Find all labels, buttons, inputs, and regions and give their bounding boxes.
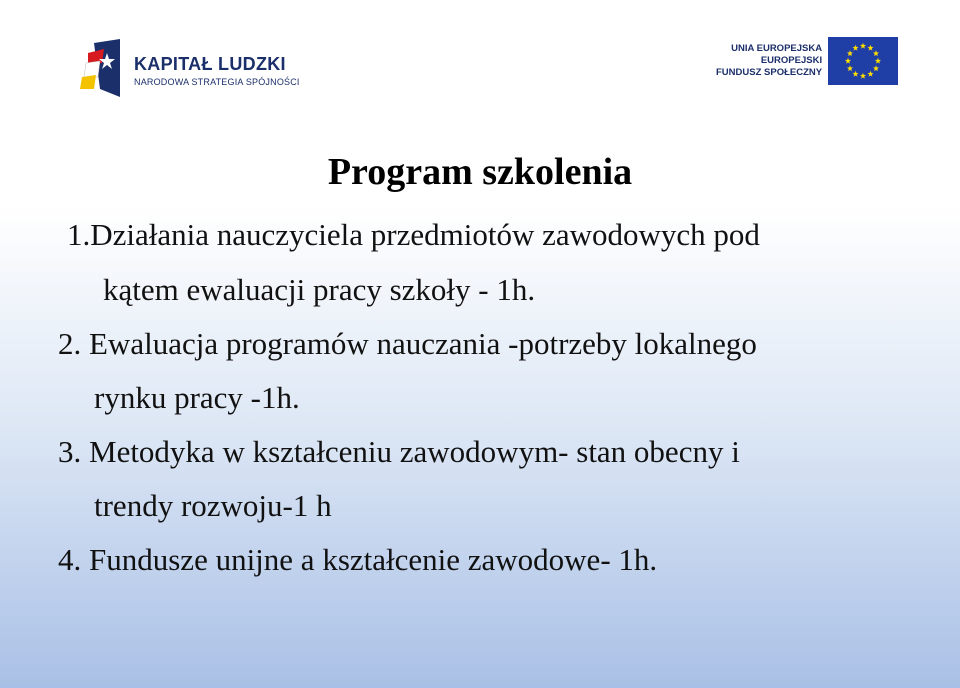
kapital-ludzki-emblem-icon (80, 39, 126, 101)
eu-line-2: EUROPEJSKI (760, 55, 823, 66)
eu-text (716, 43, 822, 79)
item-1-line-2: kątem ewaluacji pracy szkoły - 1h. (103, 272, 536, 307)
item-1-line-1: 1.Działania nauczyciela przedmiotów zawodowych pod (67, 217, 760, 252)
item-3-line-2: trendy rozwoju-1 h (94, 488, 332, 523)
item-3-line-1: 3. Metodyka w kształceniu zawodowym- stan obecny i (58, 434, 740, 469)
eu-line-3: FUNDUSZ SPOŁECZNY (716, 67, 823, 78)
kapital-ludzki-logo (50, 16, 305, 124)
page-title: Program szkolenia (327, 151, 633, 193)
kapital-ludzki-title: KAPITAŁ LUDZKI (134, 53, 286, 74)
item-2-line-1: 2. Ewaluacja programów nauczania -potrzeby lokalnego (58, 326, 757, 361)
eu-flag-icon (828, 37, 898, 85)
item-2-line-2: rynku pracy -1h. (94, 380, 300, 415)
item-4-line-1: 4. Fundusze unijne a kształcenie zawodowe- 1h. (58, 542, 658, 577)
kapital-ludzki-subtitle: NARODOWA STRATEGIA SPÓJNOŚCI (134, 76, 300, 87)
eu-logo (700, 22, 908, 100)
eu-line-1: UNIA EUROPEJSKA (731, 43, 823, 54)
